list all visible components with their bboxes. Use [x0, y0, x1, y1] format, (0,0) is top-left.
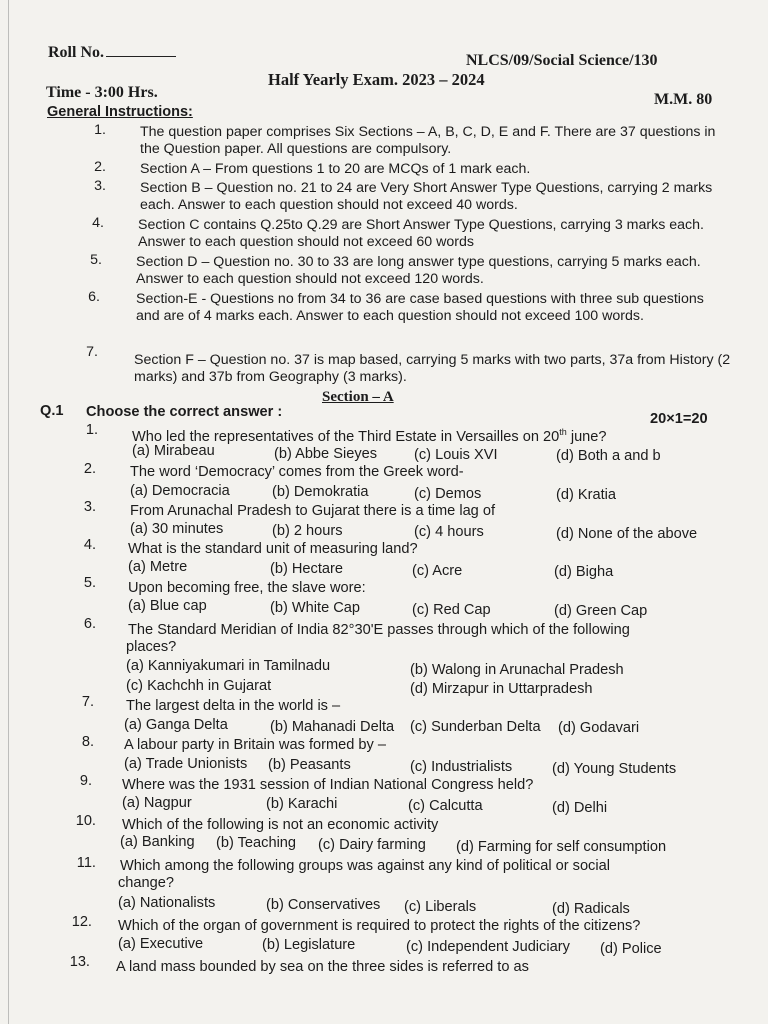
- option-a[interactable]: (a) Executive: [118, 936, 204, 952]
- question-text: The largest delta in the world is –: [126, 698, 341, 714]
- option-b[interactable]: (b) Hectare: [270, 561, 343, 577]
- instructions-heading: General Instructions:: [47, 104, 193, 120]
- question-text: What is the standard unit of measuring land?: [128, 541, 418, 557]
- option-a[interactable]: (a) 30 minutes: [130, 521, 224, 537]
- question-text: Upon becoming free, the slave wore:: [128, 580, 366, 596]
- option-d[interactable]: (d) Godavari: [558, 720, 640, 736]
- question-text: A labour party in Britain was formed by –: [124, 737, 387, 753]
- option-a[interactable]: (a) Democracia: [130, 483, 230, 499]
- option-b[interactable]: (b) Teaching: [216, 835, 297, 851]
- section-title: Section – A: [322, 389, 394, 405]
- option-d[interactable]: (d) Police: [600, 941, 662, 957]
- option-a[interactable]: (a) Nationalists: [118, 895, 216, 911]
- option-d[interactable]: (d) Bigha: [554, 564, 614, 580]
- option-b[interactable]: (b) Conservatives: [266, 897, 381, 913]
- question-text: A land mass bounded by sea on the three sides is referred to as: [116, 959, 529, 975]
- option-c[interactable]: (c) Calcutta: [408, 798, 483, 814]
- option-c[interactable]: (c) 4 hours: [414, 524, 484, 540]
- option-d[interactable]: (d) Green Cap: [554, 603, 648, 619]
- option-c[interactable]: (c) Demos: [414, 486, 482, 502]
- question-text-continued: change?: [118, 875, 174, 891]
- option-b[interactable]: (b) Peasants: [268, 757, 351, 773]
- option-b[interactable]: (b) White Cap: [270, 600, 361, 616]
- option-d[interactable]: (d) Radicals: [552, 901, 630, 917]
- option-d[interactable]: (d) None of the above: [556, 526, 698, 542]
- question-text-continued: places?: [126, 639, 177, 655]
- option-c[interactable]: (c) Louis XVI: [414, 447, 498, 463]
- q1-label: Q.1: [40, 403, 64, 419]
- option-b[interactable]: (b) Abbe Sieyes: [274, 446, 378, 462]
- question-text: The word ‘Democracy’ comes from the Greek word-: [130, 464, 464, 480]
- question-text: Which of the following is not an economic activity: [122, 817, 439, 833]
- question-text: Who led the representatives of the Third Estate in Versailles on 20th june?: [132, 427, 607, 445]
- option-c[interactable]: (c) Liberals: [404, 899, 477, 915]
- option-b[interactable]: (b) Demokratia: [272, 484, 369, 500]
- time-allowed: Time - 3:00 Hrs.: [46, 84, 158, 101]
- page-edge-shadow: [8, 0, 9, 1024]
- max-marks: M.M. 80: [654, 91, 713, 108]
- option-a[interactable]: (a) Banking: [120, 834, 195, 850]
- option-d[interactable]: (d) Kratia: [556, 487, 617, 503]
- option-a[interactable]: (a) Metre: [128, 559, 188, 575]
- option-c[interactable]: (c) Industrialists: [410, 759, 513, 775]
- option-b[interactable]: (b) Mahanadi Delta: [270, 719, 395, 735]
- option-a[interactable]: (a) Nagpur: [122, 795, 192, 811]
- option-c[interactable]: (c) Acre: [412, 563, 463, 579]
- exam-title: Half Yearly Exam. 2023 – 2024: [268, 70, 485, 89]
- roll-number-blank: [106, 56, 176, 57]
- option-b[interactable]: (b) Legislature: [262, 937, 356, 953]
- option-d[interactable]: (d) Farming for self consumption: [456, 839, 667, 855]
- option-a[interactable]: (a) Trade Unionists: [124, 756, 248, 772]
- option-a[interactable]: (a) Mirabeau: [132, 443, 215, 459]
- option-b[interactable]: (b) Karachi: [266, 796, 338, 812]
- option-c[interactable]: (c) Independent Judiciary: [406, 939, 570, 955]
- section-marks: 20×1=20: [650, 411, 708, 427]
- option-d[interactable]: (d) Both a and b: [556, 448, 661, 464]
- option-a[interactable]: (a) Ganga Delta: [124, 717, 228, 733]
- option-c[interactable]: (c) Kachchh in Gujarat: [126, 678, 272, 694]
- option-c[interactable]: (c) Dairy farming: [318, 837, 426, 853]
- option-c[interactable]: (c) Red Cap: [412, 602, 491, 618]
- question-text: Which of the organ of government is required to protect the rights of the citizens?: [118, 918, 641, 934]
- option-a[interactable]: (a) Kanniyakumari in Tamilnadu: [126, 658, 331, 674]
- option-b[interactable]: (b) Walong in Arunachal Pradesh: [410, 662, 624, 678]
- option-c[interactable]: (c) Sunderban Delta: [410, 719, 541, 735]
- option-a[interactable]: (a) Blue cap: [128, 598, 207, 614]
- question-text: The Standard Meridian of India 82°30'E passes through which of the following: [128, 622, 630, 638]
- option-d[interactable]: (d) Mirzapur in Uttarpradesh: [410, 681, 593, 697]
- option-b[interactable]: (b) 2 hours: [272, 523, 343, 539]
- option-d[interactable]: (d) Young Students: [552, 761, 677, 777]
- question-text: Which among the following groups was against any kind of political or social: [120, 858, 610, 874]
- question-text: Where was the 1931 session of Indian National Congress held?: [122, 777, 534, 793]
- option-d[interactable]: (d) Delhi: [552, 800, 608, 816]
- paper-code: NLCS/09/Social Science/130: [466, 52, 658, 69]
- question-text: From Arunachal Pradesh to Gujarat there is a time lag of: [130, 503, 496, 519]
- roll-number-label: Roll No.: [48, 44, 176, 62]
- q1-heading: Choose the correct answer :: [86, 404, 283, 420]
